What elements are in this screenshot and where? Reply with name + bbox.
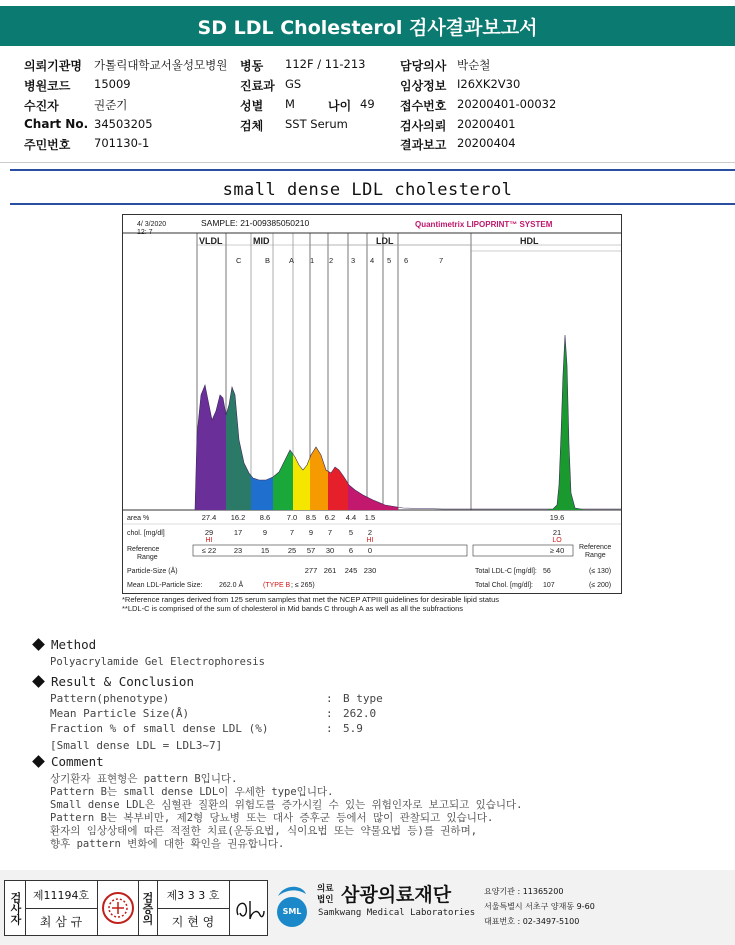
- tester-seal: [97, 881, 139, 935]
- result-colon: :: [326, 707, 333, 720]
- ref-value: 30: [325, 546, 335, 555]
- row-label-ref: Reference: [127, 546, 160, 553]
- ref-value: 15: [260, 546, 270, 555]
- result-section: [34, 674, 194, 689]
- comment-heading: Comment: [51, 754, 104, 769]
- total-ldl-label: Total LDL-C [mg/dl]:: [475, 568, 537, 575]
- region-label-ldl: LDL: [376, 236, 394, 246]
- specimen-value: SST Serum: [285, 117, 348, 131]
- sex-label: 성별: [240, 99, 264, 113]
- reviewer-signature: [229, 881, 268, 935]
- footnote-2: **LDL-C is comprised of the sum of cholesterol in Mid bands C through A as well as all the subfractions: [122, 604, 464, 613]
- band-label: 1: [310, 256, 315, 265]
- band-label: B: [265, 256, 271, 265]
- ref-value: 0: [367, 546, 373, 555]
- diamond-icon: [32, 675, 45, 688]
- band-fill-A: [273, 450, 293, 510]
- hospital-code-value: 15009: [94, 77, 131, 91]
- result-label: Pattern(phenotype): [50, 692, 170, 705]
- band-fill-2: [310, 447, 328, 510]
- footer: [0, 870, 735, 945]
- ref-right-label: Range: [585, 552, 606, 559]
- particle-size: 261: [323, 566, 337, 575]
- mean-size-value: 262.0 Å: [219, 582, 244, 589]
- result-value: 5.9: [343, 722, 363, 735]
- comment-line: Pattern B는 small dense LDL이 우세한 type입니다.: [50, 786, 334, 798]
- specimen-label: 검체: [240, 119, 264, 133]
- chart-svg: [123, 215, 621, 593]
- region-label-vldl: VLDL: [199, 236, 223, 246]
- sml-logo-icon: [272, 882, 312, 930]
- chart-no-label: Chart No.: [24, 117, 89, 131]
- chart-date: 4/ 3/2020: [137, 221, 167, 228]
- mean-type: (TYPE B: [263, 582, 291, 589]
- doctor-value: 박순철: [457, 58, 491, 72]
- request-value: 20200401: [457, 117, 516, 131]
- area-value: 8.5: [305, 513, 317, 522]
- tester-name: 최 삼 규: [39, 915, 83, 929]
- comment-section: [34, 754, 104, 769]
- area-value: 4.4: [345, 513, 357, 522]
- org-prefix: 의료법인: [317, 884, 334, 905]
- institution-value: 가톨릭대학교서울성모병원: [94, 58, 228, 72]
- chart-time: 12: 7: [137, 229, 153, 236]
- chol-value: 17: [233, 528, 243, 537]
- row-label-particle: Particle-Size (Å): [127, 568, 178, 575]
- band-fill-VLDL: [195, 385, 226, 510]
- chol-value: 7: [327, 528, 333, 537]
- row-label-mean: Mean LDL-Particle Size:: [127, 582, 203, 589]
- ward-label: 병동: [240, 59, 264, 73]
- method-heading: Method: [51, 637, 97, 652]
- area-value: 19.6: [549, 513, 565, 522]
- report-title: SD LDL Cholesterol 검사결과보고서: [0, 6, 735, 46]
- receipt-value: 20200401-00032: [457, 97, 557, 111]
- total-chol-ref: (≤ 200): [589, 582, 612, 589]
- reviewer-name: 지 현 영: [171, 915, 215, 929]
- chol-value: 21: [552, 528, 562, 537]
- comment-line: 상기환자 표현형은 pattern B입니다.: [50, 773, 238, 785]
- result-value: B type: [343, 692, 383, 705]
- row-label-chol: chol. [mg/dl]: [127, 530, 165, 537]
- institution-label: 의뢰기관명: [24, 59, 82, 73]
- ref-value: 6: [348, 546, 354, 555]
- result-label: Mean Particle Size(Å): [50, 707, 190, 720]
- doctor-label: 담당의사: [400, 59, 447, 73]
- band-label: 3: [351, 256, 356, 265]
- chol-value: 9: [262, 528, 268, 537]
- org-phone: 대표번호 : 02-3497-5100: [484, 917, 580, 926]
- signature-box: [4, 880, 268, 936]
- area-value: 27.4: [201, 513, 217, 522]
- lipoprint-title: small dense LDL cholesterol: [222, 180, 513, 200]
- divider: [0, 162, 735, 163]
- area-value: 8.6: [259, 513, 271, 522]
- area-value: 16.2: [230, 513, 246, 522]
- region-label-mid: MID: [253, 236, 270, 246]
- ref-value: 25: [287, 546, 297, 555]
- chart-brand: Quantimetrix LIPOPRINT™ SYSTEM: [415, 220, 553, 229]
- band-label: C: [236, 256, 242, 265]
- comment-line: 향후 pattern 변화에 대한 확인을 권유합니다.: [50, 838, 285, 850]
- report-date-value: 20200404: [457, 136, 516, 150]
- band-fill-HDL: [548, 335, 583, 510]
- particle-size: 245: [344, 566, 358, 575]
- band-label: 7: [439, 256, 444, 265]
- band-label: 2: [329, 256, 334, 265]
- request-label: 검사의뢰: [400, 119, 447, 133]
- tester-number: 제11194호: [25, 881, 97, 909]
- area-value: 7.0: [286, 513, 298, 522]
- area-value: 6.2: [324, 513, 336, 522]
- chart-sample: SAMPLE: 21-009385050210: [201, 218, 310, 228]
- comment-line: Small dense LDL은 심혈관 질환의 위험도를 증가시킬 수 있는 위험인자로 보고되고 있습니다.: [50, 799, 523, 811]
- band-fill-B: [251, 476, 273, 511]
- reviewer-label: 검증의: [137, 881, 158, 935]
- band-label: 5: [387, 256, 392, 265]
- method-section: [34, 637, 96, 652]
- blue-rule-bottom: [10, 203, 735, 205]
- flag-hi: HI: [366, 537, 374, 544]
- total-ldl-value: 56: [543, 568, 551, 575]
- band-label: 4: [370, 256, 375, 265]
- chol-value: 9: [308, 528, 314, 537]
- result-label: Fraction % of small dense LDL (%): [50, 722, 269, 735]
- band-label: A: [289, 256, 295, 265]
- band-fill-C: [226, 387, 251, 510]
- logo-text: SML: [282, 907, 302, 916]
- particle-size: 277: [304, 566, 318, 575]
- sex-value: M: [285, 97, 295, 111]
- result-value: 262.0: [343, 707, 377, 720]
- blue-rule-top: [10, 169, 735, 171]
- dept-label: 진료과: [240, 79, 275, 93]
- clinical-value: I26XK2V30: [457, 77, 521, 91]
- report-date-label: 결과보고: [400, 138, 447, 152]
- row-label-area: area %: [127, 515, 150, 522]
- band-fill-1: [293, 454, 310, 510]
- reviewer-number: 제3 3 3 호: [157, 881, 229, 909]
- id-value: 701130-1: [94, 136, 150, 150]
- chol-value: 2: [367, 528, 373, 537]
- ref-value: ≤ 22: [201, 546, 217, 555]
- region-label-hdl: HDL: [520, 236, 539, 246]
- footnote-1: *Reference ranges derived from 125 serum samples that met the NCEP ATPIII guidelines for desirable lipid status: [122, 595, 499, 604]
- tester-label: 검사자: [5, 881, 26, 935]
- diamond-icon: [32, 638, 45, 651]
- total-chol-label: Total Chol. [mg/dl]:: [475, 582, 533, 589]
- chart-no-value: 34503205: [94, 117, 153, 131]
- ward-value: 112F / 11-213: [285, 57, 366, 71]
- dept-value: GS: [285, 77, 302, 91]
- patient-label: 수진자: [24, 99, 59, 113]
- hospital-code-label: 병원코드: [24, 79, 71, 93]
- result-colon: :: [326, 692, 333, 705]
- flag-hi: HI: [205, 537, 213, 544]
- org-english: Samkwang Medical Laboratories: [318, 908, 476, 918]
- ref-value: ≥ 40: [549, 546, 565, 555]
- total-ldl-ref: (≤ 130): [589, 568, 612, 575]
- particle-size: 230: [363, 566, 377, 575]
- org-name: 삼광의료재단: [341, 884, 452, 906]
- ref-value: 23: [233, 546, 243, 555]
- age-label: 나이: [328, 99, 352, 113]
- ref-value: 57: [306, 546, 316, 555]
- result-heading: Result & Conclusion: [51, 674, 194, 689]
- method-text: Polyacrylamide Gel Electrophoresis: [50, 656, 265, 668]
- lipoprint-chart: [122, 214, 622, 594]
- chol-value: 7: [289, 528, 295, 537]
- clinical-label: 임상정보: [400, 79, 447, 93]
- ref-right-label: Reference: [579, 544, 612, 551]
- chart-footnotes: [122, 595, 622, 613]
- id-label: 주민번호: [24, 138, 71, 152]
- org-address: 서울특별시 서초구 양재동 9-60: [484, 902, 595, 911]
- row-label-ref: Range: [137, 554, 158, 561]
- flag-lo: LO: [552, 537, 562, 544]
- diamond-icon: [32, 755, 45, 768]
- mean-cutoff: ; ≤ 265): [291, 582, 315, 589]
- result-note: [Small dense LDL = LDL3~7]: [50, 739, 223, 752]
- receipt-label: 접수번호: [400, 99, 447, 113]
- comment-line: 환자의 임상상태에 따른 적절한 치료(운동요법, 식이요법 또는 약물요법 등)를 권하며,: [50, 825, 478, 837]
- patient-value: 권준기: [94, 98, 128, 112]
- area-value: 1.5: [364, 513, 376, 522]
- band-fill-3: [328, 467, 348, 510]
- org-code: 요양기관 : 11365200: [484, 887, 564, 896]
- chol-value: 29: [204, 528, 214, 537]
- age-value: 49: [360, 97, 375, 111]
- band-label: 6: [404, 256, 409, 265]
- result-colon: :: [326, 722, 333, 735]
- chol-value: 5: [348, 528, 354, 537]
- total-chol-value: 107: [543, 582, 555, 589]
- comment-line: Pattern B는 복부비만, 제2형 당뇨병 또는 대사 증후군 등에서 많이 관찰되고 있습니다.: [50, 812, 494, 824]
